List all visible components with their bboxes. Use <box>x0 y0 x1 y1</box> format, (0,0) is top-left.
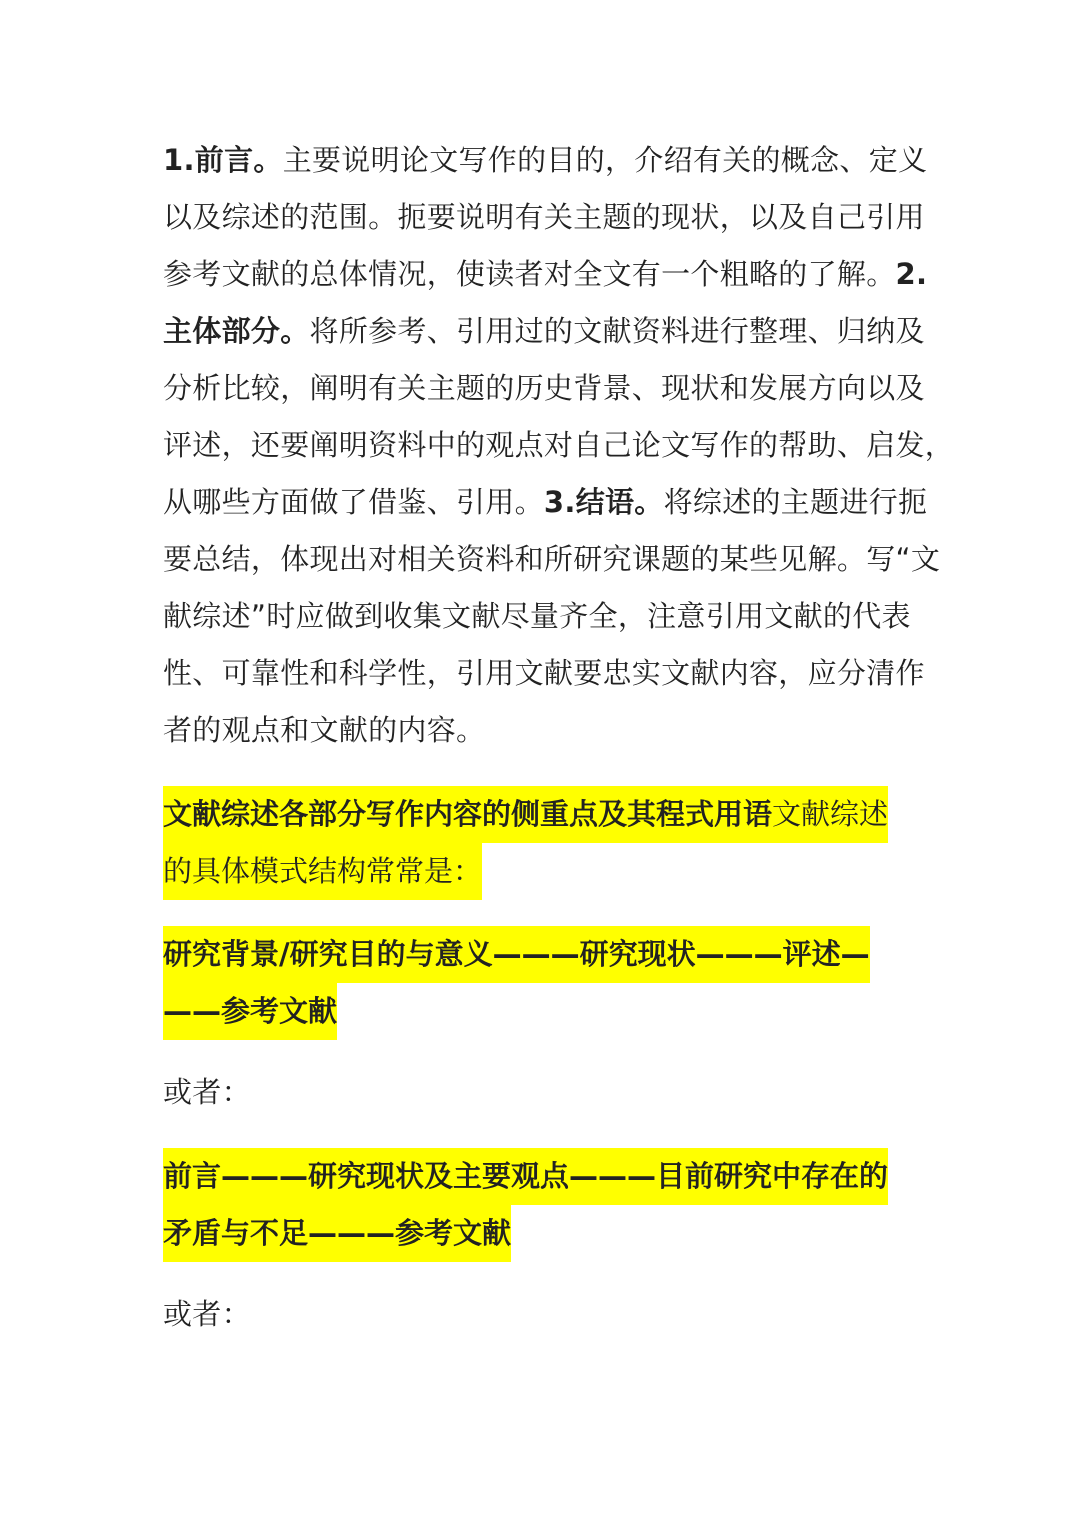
highlight-line <box>163 1205 923 1262</box>
highlight-line <box>163 1148 923 1205</box>
section-heading <box>163 786 923 900</box>
or-label: 或者： <box>163 1297 251 1331</box>
text-span: 评述，还要阐明资料中的观点对自己论文写作的帮助、启发， <box>163 428 955 462</box>
highlight: 研究背景/研究目的与意义———研究现状———评述— <box>163 926 870 983</box>
document-page <box>163 132 955 1343</box>
text-span: 性、可靠性和科学性，引用文献要忠实文献内容，应分清作 <box>163 656 925 690</box>
highlight: ——参考文献 <box>163 983 337 1040</box>
text-line <box>163 702 923 759</box>
text-span: 献综述”时应做到收集文献尽量齐全，注意引用文献的代表 <box>163 599 911 633</box>
text-line <box>163 474 928 531</box>
structure-flow-2 <box>163 1148 923 1262</box>
paragraph-intro <box>163 132 955 759</box>
bold-label: 2. <box>895 257 928 291</box>
bold-label: 3.结语。 <box>543 485 664 519</box>
text-line <box>163 588 923 645</box>
text-span: 主要说明论文写作的目的，介绍有关的概念、定义 <box>282 143 928 177</box>
or-label: 或者： <box>163 1075 251 1109</box>
text-span: 将所参考、引用过的文献资料进行整理、归纳及 <box>309 314 925 348</box>
bold-label: 1.前言。 <box>163 143 283 177</box>
text-span: 分析比较，阐明有关主题的历史背景、现状和发展方向以及 <box>163 371 925 405</box>
text-line <box>163 645 923 702</box>
text-line <box>163 360 923 417</box>
text-line <box>163 246 928 303</box>
text-span: 者的观点和文献的内容。 <box>163 713 486 747</box>
highlight <box>163 786 888 843</box>
text-span: 从哪些方面做了借鉴、引用。 <box>163 485 544 519</box>
highlight-line <box>163 926 923 983</box>
highlight: 前言———研究现状及主要观点———目前研究中存在的 <box>163 1148 888 1205</box>
structure-flow-1 <box>163 926 923 1040</box>
text-line <box>163 531 941 588</box>
heading-bold: 文献综述各部分写作内容的侧重点及其程式用语 <box>163 797 773 831</box>
highlight: 的具体模式结构常常是： <box>163 843 482 900</box>
text-span: 将综述的主题进行扼 <box>663 485 928 519</box>
highlight: 矛盾与不足———参考文献 <box>163 1205 511 1262</box>
text-span: 以及综述的范围。扼要说明有关主题的现状，以及自己引用 <box>163 200 925 234</box>
text-span: 要总结，体现出对相关资料和所研究课题的某些见解。写“文 <box>163 542 941 576</box>
text-span: 参考文献的总体情况，使读者对全文有一个粗略的了解。 <box>163 257 896 291</box>
highlight-line <box>163 786 923 843</box>
text-line <box>163 303 923 360</box>
text-line <box>163 189 923 246</box>
text-line <box>163 417 955 474</box>
highlight-line <box>163 843 923 900</box>
heading-normal: 文献综述 <box>772 797 889 831</box>
highlight-line <box>163 983 923 1040</box>
bold-label: 主体部分。 <box>163 314 310 348</box>
text-line <box>163 132 928 189</box>
